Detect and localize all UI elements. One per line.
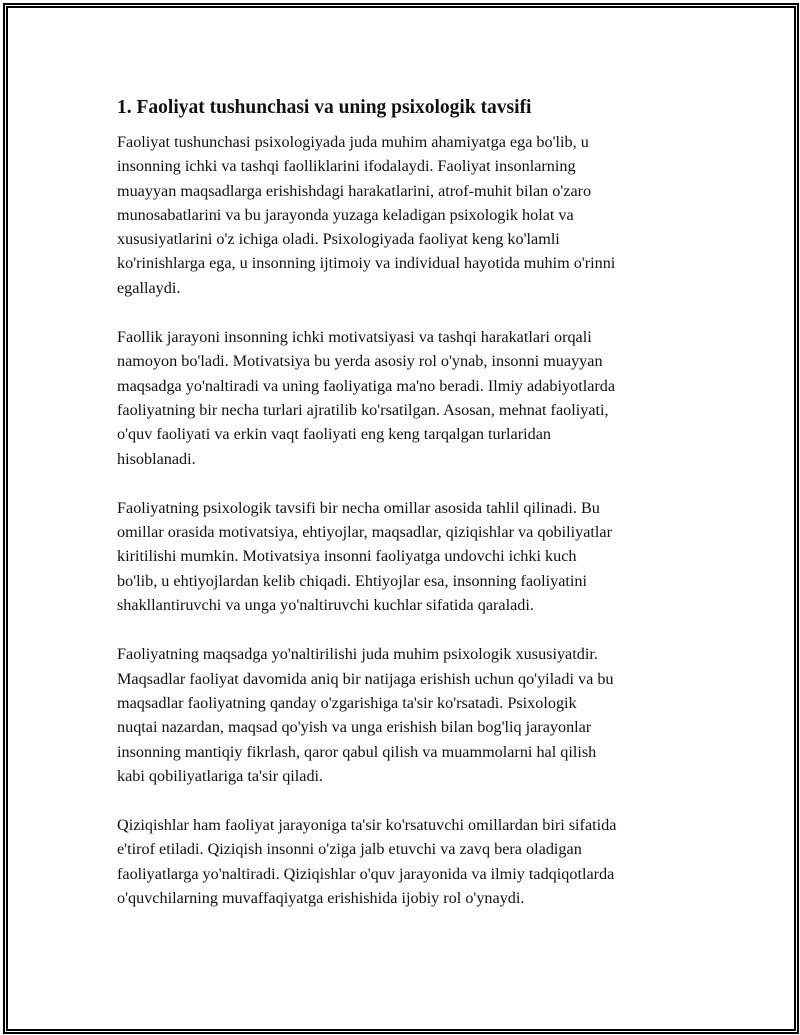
paragraph-line: muayyan maqsadlarga erishishdagi harakatlarini, atrof-muhit bilan o'zaro bbox=[117, 181, 592, 200]
paragraph-line: o'quvchilarning muvaffaqiyatga erishishida ijobiy rol o'ynaydi. bbox=[117, 889, 525, 908]
paragraph-line: shakllantiruvchi va unga yo'naltiruvchi kuchlar sifatida qaraladi. bbox=[117, 596, 534, 615]
paragraph-line: bo'lib, u ehtiyojlardan kelib chiqadi. Ehtiyojlar esa, insonning faoliyatini bbox=[117, 571, 588, 590]
paragraph bbox=[117, 130, 687, 300]
paragraph-line: faoliyatlarga yo'naltiradi. Qiziqishlar o'quv jarayonida va ilmiy tadqiqotlarda bbox=[117, 864, 615, 883]
paragraph bbox=[117, 813, 687, 910]
paragraph-line: namoyon bo'ladi. Motivatsiya bu yerda asosiy rol o'ynab, insonni muayyan bbox=[117, 352, 603, 371]
paragraph-line: insonning mantiqiy fikrlash, qaror qabul qilish va muammolarni hal qilish bbox=[117, 742, 597, 761]
paragraph bbox=[117, 325, 687, 471]
paragraph-line: egallaydi. bbox=[117, 278, 181, 297]
paragraph-line: Qiziqishlar ham faoliyat jarayoniga ta'sir ko'rsatuvchi omillardan biri sifatida bbox=[117, 816, 617, 835]
paragraph-line: ko'rinishlarga ega, u insonning ijtimoiy va individual hayotida muhim o'rinni bbox=[117, 254, 616, 273]
paragraph-line: Faollik jarayoni insonning ichki motivatsiyasi va tashqi harakatlari orqali bbox=[117, 328, 592, 347]
paragraph bbox=[117, 642, 687, 788]
paragraph-line: Faoliyatning psixologik tavsifi bir necha omillar asosida tahlil qilinadi. Bu bbox=[117, 498, 600, 517]
document-body bbox=[117, 95, 687, 935]
paragraph-line: faoliyatning bir necha turlari ajratilib ko'rsatilgan. Asosan, mehnat faoliyati, bbox=[117, 400, 609, 419]
paragraph-line: insonning ichki va tashqi faolliklarini ifodalaydi. Faoliyat insonlarning bbox=[117, 157, 576, 176]
paragraph-line: hisoblanadi. bbox=[117, 449, 196, 468]
paragraph-line: kabi qobiliyatlariga ta'sir qiladi. bbox=[117, 766, 324, 785]
paragraph bbox=[117, 496, 687, 617]
paragraph-list bbox=[117, 130, 687, 910]
paragraph-line: Faoliyat tushunchasi psixologiyada juda muhim ahamiyatga ega bo'lib, u bbox=[117, 133, 589, 151]
paragraph-line: maqsadlar faoliyatning qanday o'zgarishiga ta'sir ko'rsatadi. Psixologik bbox=[117, 693, 577, 712]
paragraph-line: nuqtai nazardan, maqsad qo'yish va unga erishish bilan bog'liq jarayonlar bbox=[117, 718, 592, 737]
paragraph-line: Maqsadlar faoliyat davomida aniq bir natijaga erishish uchun qo'yiladi va bu bbox=[117, 669, 614, 688]
paragraph-line: maqsadga yo'naltiradi va uning faoliyatiga ma'no beradi. Ilmiy adabiyotlarda bbox=[117, 376, 616, 395]
paragraph-line: Faoliyatning maqsadga yo'naltirilishi juda muhim psixologik xususiyatdir. bbox=[117, 645, 598, 664]
paragraph-line: kiritilishi mumkin. Motivatsiya insonni faoliyatga undovchi ichki kuch bbox=[117, 547, 577, 566]
paragraph-line: xususiyatlarini o'z ichiga oladi. Psixologiyada faoliyat keng ko'lamli bbox=[117, 230, 560, 249]
paragraph-line: e'tirof etiladi. Qiziqish insonni o'ziga jalb etuvchi va zavq bera oladigan bbox=[117, 840, 582, 859]
section-heading: 1. Faoliyat tushunchasi va uning psixologik tavsifi bbox=[117, 97, 532, 118]
paragraph-line: o'quv faoliyati va erkin vaqt faoliyati eng keng tarqalgan turlaridan bbox=[117, 425, 551, 444]
paragraph-line: munosabatlarini va bu jarayonda yuzaga keladigan psixologik holat va bbox=[117, 205, 574, 224]
paragraph-line: omillar orasida motivatsiya, ehtiyojlar, maqsadlar, qiziqishlar va qobiliyatlar bbox=[117, 523, 612, 542]
